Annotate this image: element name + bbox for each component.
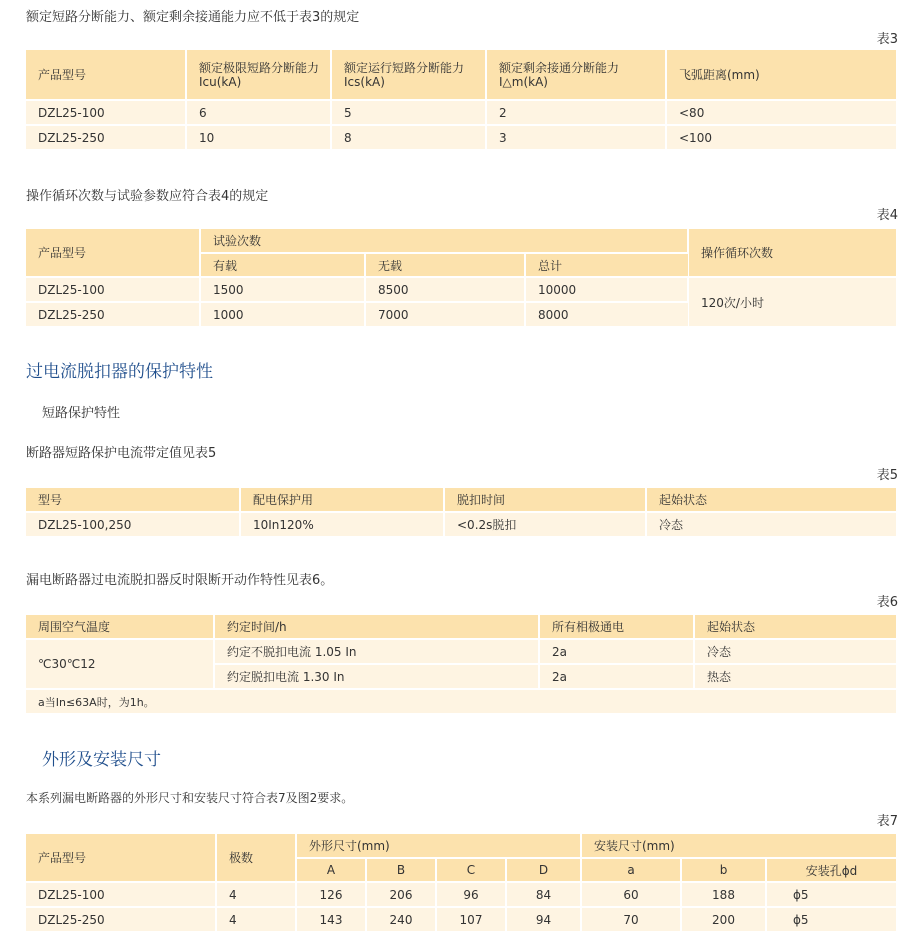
table-cell: 2a	[539, 639, 694, 664]
table-row	[26, 689, 896, 714]
table7-header-a: a	[581, 858, 681, 882]
table4-header-loaded: 有载	[200, 253, 365, 277]
intro-text-table7: 本系列漏电断路器的外形尺寸和安装尺寸符合表7及图2要求。	[26, 791, 354, 805]
table4-header-cycle: 操作循环次数	[688, 229, 896, 277]
table-cell: 1500	[200, 277, 365, 302]
table-cell: 8500	[365, 277, 525, 302]
table7-header-A: A	[296, 858, 366, 882]
table7-header-poles: 极数	[216, 834, 296, 882]
table-cell: 2a	[539, 664, 694, 689]
table-row	[26, 882, 896, 907]
table-cell: DZL25-250	[26, 302, 200, 327]
table4	[26, 229, 896, 328]
table-cell: 126	[296, 882, 366, 907]
intro-text-table6: 漏电断路器过电流脱扣器反时限断开动作特性见表6。	[26, 573, 334, 588]
table-row	[26, 125, 896, 150]
table-cell: 107	[436, 907, 506, 932]
table5-header-trip-time: 脱扣时间	[444, 488, 646, 512]
table-cell: 8	[331, 125, 486, 150]
table-cell: 94	[506, 907, 581, 932]
table-cell: 冷态	[694, 639, 896, 664]
table-cell: 冷态	[646, 512, 896, 537]
table-cell: 70	[581, 907, 681, 932]
table-cell: 8000	[525, 302, 688, 327]
table7-header-C: C	[436, 858, 506, 882]
table-cell: DZL25-100	[26, 100, 186, 125]
table5-label: 表5	[876, 468, 898, 483]
table7-header-model: 产品型号	[26, 834, 216, 882]
table-cell: 4	[216, 882, 296, 907]
table-cell: 热态	[694, 664, 896, 689]
subheading-short-circuit: 短路保护特性	[42, 406, 121, 421]
table-cell: <80	[666, 100, 896, 125]
table-cell: DZL25-250	[26, 125, 186, 150]
table5-header-initial-state: 起始状态	[646, 488, 896, 512]
table3-header-icu: 额定极限短路分断能力 Icu(kA)	[186, 50, 331, 100]
table-cell: DZL25-250	[26, 907, 216, 932]
table-cell: <100	[666, 125, 896, 150]
intro-text-table4: 操作循环次数与试验参数应符合表4的规定	[26, 189, 269, 204]
table-cell: 84	[506, 882, 581, 907]
table-cell: ϕ5	[766, 882, 896, 907]
table-cell: 2	[486, 100, 666, 125]
table3-header-arc: 飞弧距离(mm)	[666, 50, 896, 100]
table-cell: 10000	[525, 277, 688, 302]
table3	[26, 50, 896, 151]
table3-label: 表3	[876, 32, 898, 47]
table6-header-all-poles: 所有相极通电	[539, 615, 694, 639]
table4-cycle-value: 120次/小时	[688, 277, 896, 327]
table6-note: a当In≤63A时，为1h。	[26, 689, 896, 714]
intro-text-table3: 额定短路分断能力、额定剩余接通能力应不低于表3的规定	[26, 10, 360, 25]
table-cell: <0.2s脱扣	[444, 512, 646, 537]
table-cell: DZL25-100,250	[26, 512, 240, 537]
table-cell: 4	[216, 907, 296, 932]
table-cell: 200	[681, 907, 766, 932]
table7-header-outer: 外形尺寸(mm)	[296, 834, 581, 858]
table5-header-distribution: 配电保护用	[240, 488, 444, 512]
table-cell: 约定脱扣电流 1.30 In	[214, 664, 539, 689]
table4-header-model: 产品型号	[26, 229, 200, 277]
table-row	[26, 907, 896, 932]
table7-header-b: b	[681, 858, 766, 882]
table4-header-total: 总计	[525, 253, 688, 277]
table7-header-mount: 安装尺寸(mm)	[581, 834, 896, 858]
table-row	[26, 277, 896, 302]
table7-label: 表7	[876, 814, 898, 829]
table6-header-temp: 周围空气温度	[26, 615, 214, 639]
table7-header-D: D	[506, 858, 581, 882]
table-cell: 10In120%	[240, 512, 444, 537]
table4-header-tests: 试验次数	[200, 229, 688, 253]
table7-header-hole: 安装孔ϕd	[766, 858, 896, 882]
table6-header-initial-state: 起始状态	[694, 615, 896, 639]
table7-header-B: B	[366, 858, 436, 882]
table-cell: ϕ5	[766, 907, 896, 932]
table-cell: 6	[186, 100, 331, 125]
table6-header-time: 约定时间/h	[214, 615, 539, 639]
table3-header-ics: 额定运行短路分断能力 Ics(kA)	[331, 50, 486, 100]
table4-label: 表4	[876, 208, 898, 223]
section-heading-dimensions: 外形及安装尺寸	[42, 750, 161, 770]
intro-text-table5: 断路器短路保护电流带定值见表5	[26, 446, 217, 461]
table-cell: 1000	[200, 302, 365, 327]
table-row	[26, 512, 896, 537]
table-cell: DZL25-100	[26, 277, 200, 302]
table6	[26, 615, 896, 715]
section-heading-overcurrent: 过电流脱扣器的保护特性	[26, 362, 213, 382]
table4-header-unloaded: 无载	[365, 253, 525, 277]
table-cell: 143	[296, 907, 366, 932]
table6-temp-value: ℃30℃12	[26, 639, 214, 689]
table-cell: 7000	[365, 302, 525, 327]
table-row	[26, 639, 896, 664]
table-cell: 188	[681, 882, 766, 907]
table-cell: 5	[331, 100, 486, 125]
table6-label: 表6	[876, 595, 898, 610]
table-cell: 约定不脱扣电流 1.05 In	[214, 639, 539, 664]
table7	[26, 834, 896, 933]
table-cell: 240	[366, 907, 436, 932]
table-cell: 60	[581, 882, 681, 907]
table3-header-idm: 额定剩余接通分断能力 I△m(kA)	[486, 50, 666, 100]
table-cell: DZL25-100	[26, 882, 216, 907]
table-cell: 3	[486, 125, 666, 150]
table3-header-model: 产品型号	[26, 50, 186, 100]
table-cell: 206	[366, 882, 436, 907]
table-cell: 10	[186, 125, 331, 150]
table-cell: 96	[436, 882, 506, 907]
table5-header-model: 型号	[26, 488, 240, 512]
table-row	[26, 100, 896, 125]
table5	[26, 488, 896, 538]
